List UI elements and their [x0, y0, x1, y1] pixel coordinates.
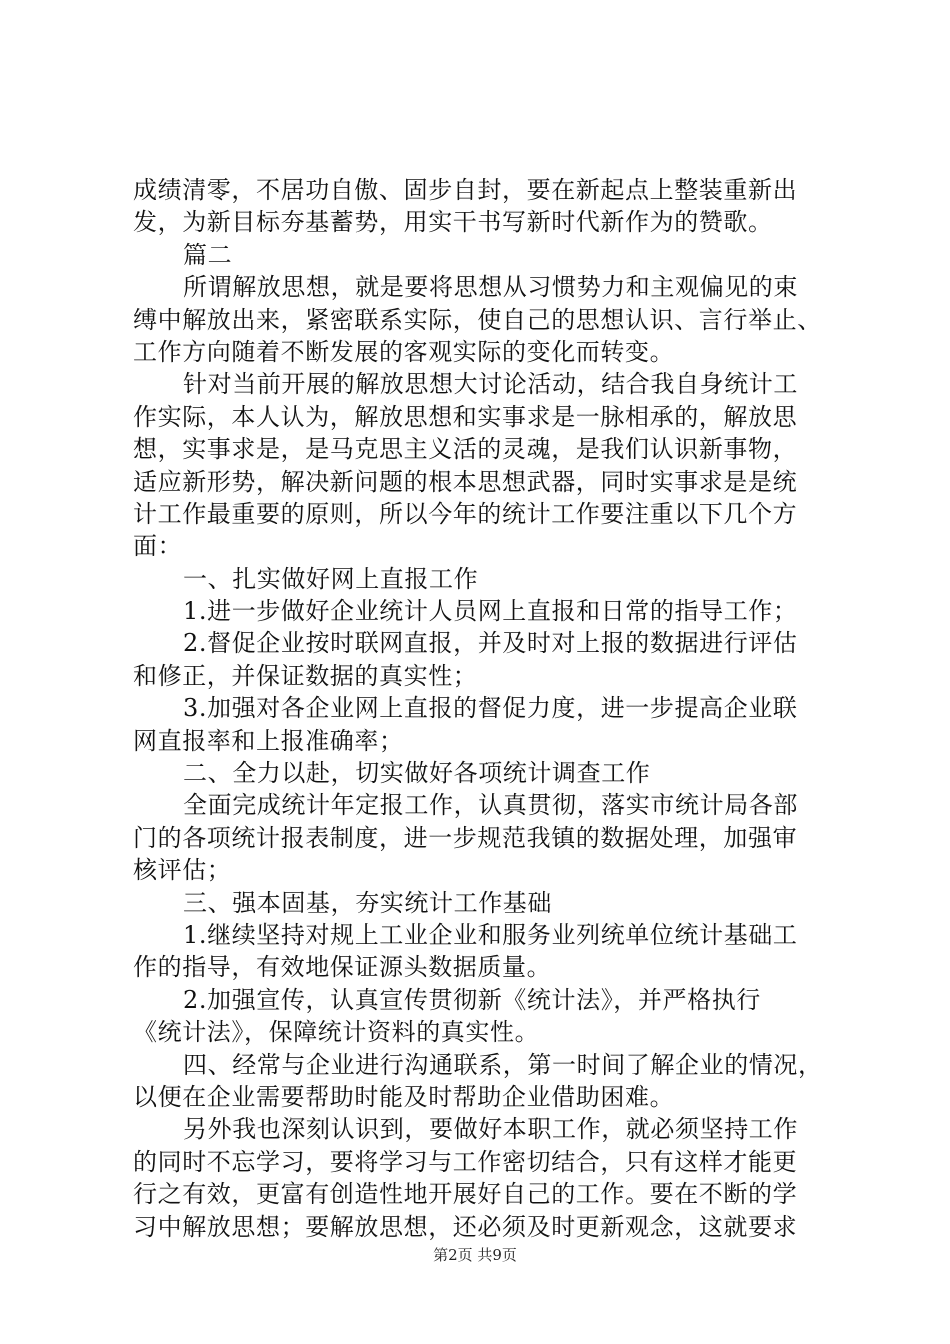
text-line: 针对当前开展的解放思想大讨论活动，结合我自身统计工 — [183, 370, 798, 399]
text-line: 的同时不忘学习，要将学习与工作密切结合，只有这样才能更 — [133, 1147, 798, 1176]
text-line: 一、扎实做好网上直报工作 — [183, 564, 479, 593]
text-line: 《统计法》，保障统计资料的真实性。 — [133, 1018, 540, 1047]
text-line: 篇二 — [183, 240, 233, 269]
text-line: 四、经常与企业进行沟通联系，第一时间了解企业的情况， — [183, 1050, 823, 1079]
body-text — [133, 174, 833, 1243]
page-footer: 第2页 共9页 — [433, 1246, 517, 1264]
text-line: 三、强本固基，夯实统计工作基础 — [183, 888, 552, 917]
text-line: 想，实事求是，是马克思主义活的灵魂，是我们认识新事物， — [133, 435, 798, 464]
text-line: 工作方向随着不断发展的客观实际的变化而转变。 — [133, 337, 675, 366]
text-line: 二、全力以赴，切实做好各项统计调查工作 — [183, 759, 651, 788]
text-line: 适应新形势，解决新问题的根本思想武器，同时实事求是是统 — [133, 467, 798, 496]
text-line: 成绩清零，不居功自傲、固步自封，要在新起点上整装重新出 — [133, 176, 798, 204]
text-line: 2.督促企业按时联网直报，并及时对上报的数据进行评估 — [183, 629, 798, 658]
text-line: 核评估； — [133, 856, 232, 885]
text-line: 另外我也深刻认识到，要做好本职工作，就必须坚持工作 — [183, 1115, 798, 1144]
text-line: 3.加强对各企业网上直报的督促力度，进一步提高企业联 — [183, 694, 798, 723]
text-line: 计工作最重要的原则，所以今年的统计工作要注重以下几个方 — [133, 499, 798, 528]
text-line: 作实际，本人认为，解放思想和实事求是一脉相承的，解放思 — [133, 402, 798, 431]
text-line: 缚中解放出来，紧密联系实际，使自己的思想认识、言行举止、 — [133, 305, 822, 334]
text-line: 门的各项统计报表制度，进一步规范我镇的数据处理，加强审 — [133, 823, 798, 852]
text-line: 面： — [133, 532, 183, 561]
text-line: 以便在企业需要帮助时能及时帮助企业借助困难。 — [133, 1082, 675, 1111]
text-line: 所谓解放思想，就是要将思想从习惯势力和主观偏见的束 — [183, 273, 798, 302]
text-line: 作的指导，有效地保证源头数据质量。 — [133, 953, 552, 982]
text-line: 2.加强宣传，认真宣传贯彻新《统计法》，并严格执行 — [183, 985, 761, 1014]
text-line: 行之有效，更富有创造性地开展好自己的工作。要在不断的学 — [133, 1180, 798, 1209]
text-line: 和修正，并保证数据的真实性； — [133, 661, 478, 690]
text-line: 1.继续坚持对规上工业企业和服务业列统单位统计基础工 — [183, 920, 798, 949]
text-line: 发，为新目标夯基蓄势，用实干书写新时代新作为的赞歌。 — [133, 208, 773, 237]
text-line: 全面完成统计年定报工作，认真贯彻，落实市统计局各部 — [183, 791, 798, 820]
text-line: 网直报率和上报准确率； — [133, 726, 404, 755]
text-line: 习中解放思想；要解放思想，还必须及时更新观念，这就要求 — [133, 1212, 798, 1241]
text-line: 1.进一步做好企业统计人员网上直报和日常的指导工作； — [183, 597, 798, 626]
